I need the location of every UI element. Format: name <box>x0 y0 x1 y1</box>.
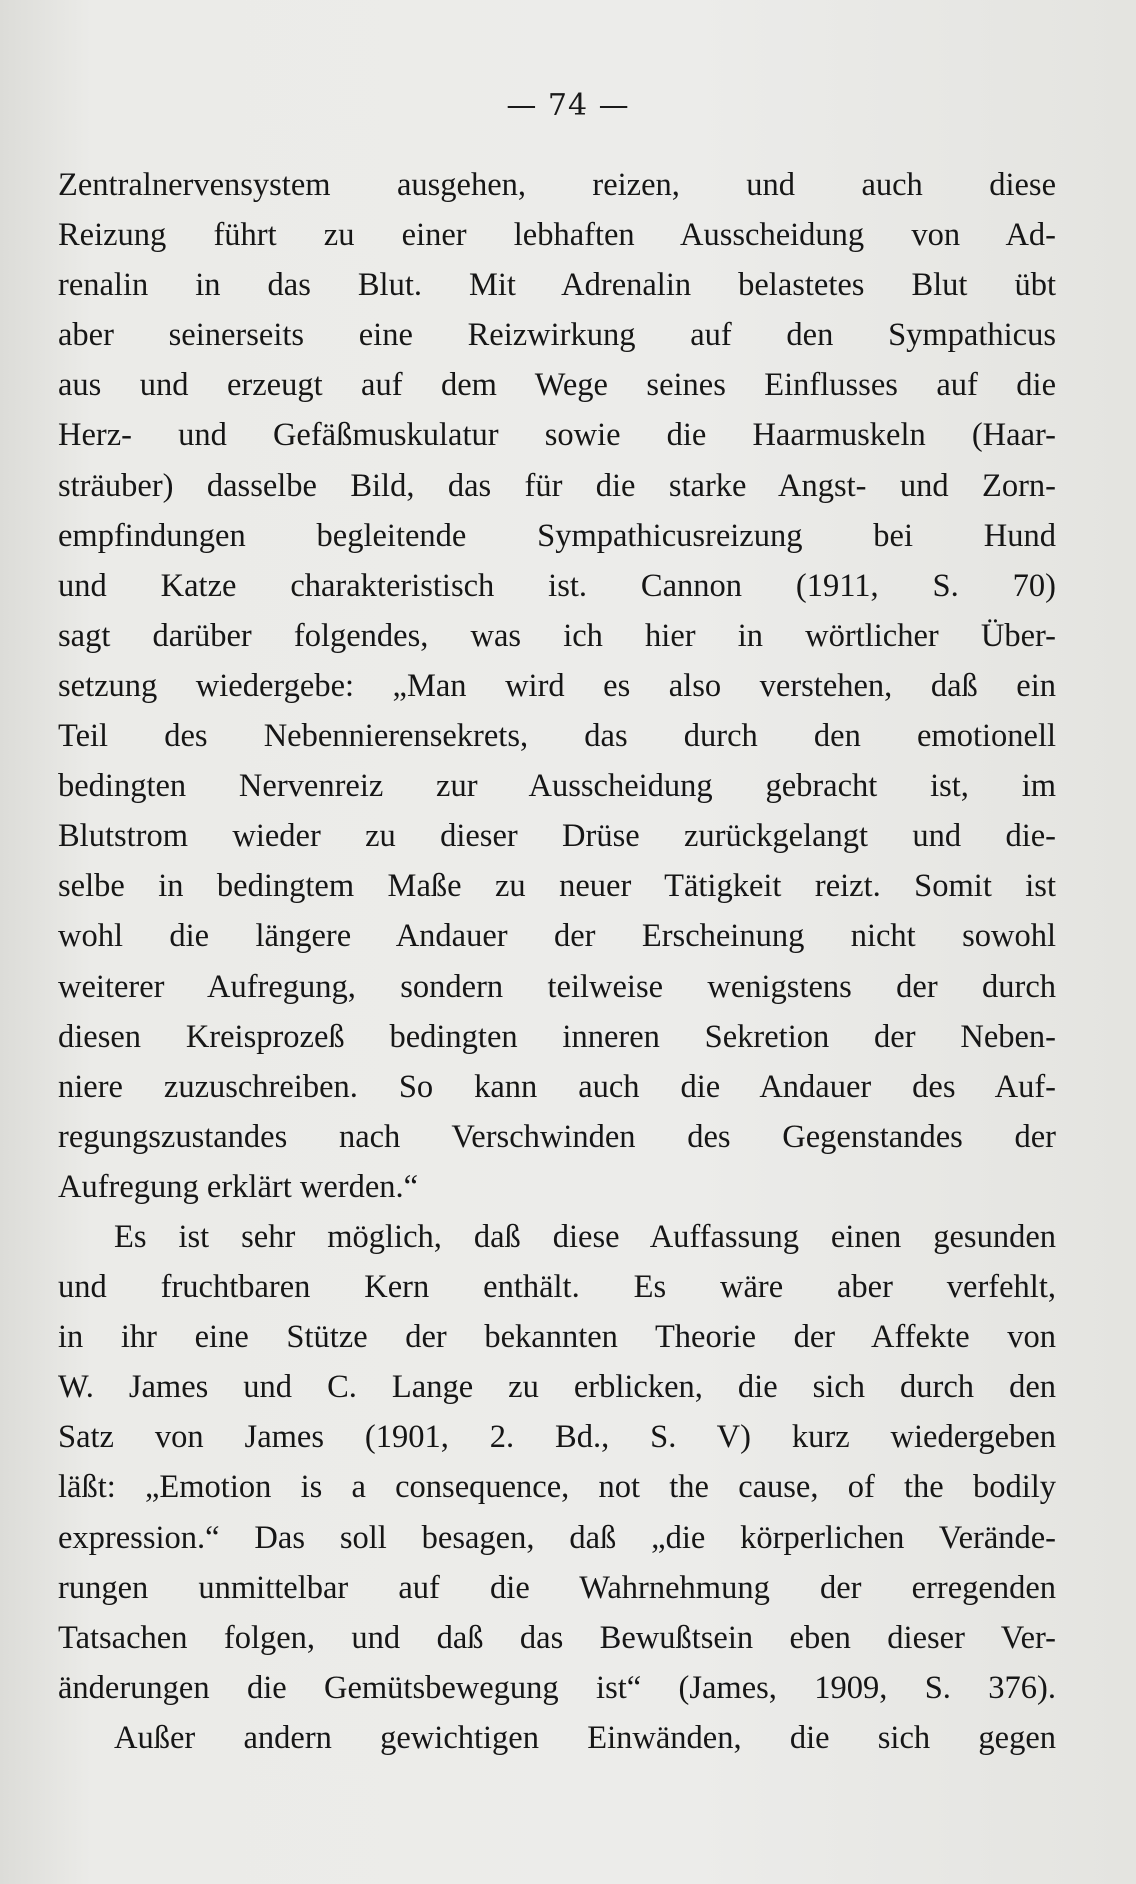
text-line: sagt darüber folgendes, was ich hier in wörtlicher Über- <box>58 617 1056 654</box>
text-line: in ihr eine Stütze der bekannten Theorie der Affekte von <box>58 1319 1056 1356</box>
text-line: niere zuzuschreiben. So kann auch die Andauer des Auf- <box>58 1068 1056 1105</box>
text-line: renalin in das Blut. Mit Adrenalin belastetes Blut übt <box>58 267 1056 304</box>
text-line: Tatsachen folgen, und daß das Bewußtsein eben dieser Ver- <box>58 1619 1056 1656</box>
page-number: — 74 — <box>506 88 630 123</box>
text-line: Es ist sehr möglich, daß diese Auffassung einen gesunden <box>114 1218 1056 1255</box>
text-line: empfindungen begleitende Sympathicusreizung bei Hund <box>58 517 1056 554</box>
text-line: regungszustandes nach Verschwinden des Gegenstandes der <box>58 1118 1056 1155</box>
text-line: setzung wiedergebe: „Man wird es also verstehen, daß ein <box>58 667 1056 704</box>
text-line: änderungen die Gemütsbewegung ist“ (James, 1909, S. 376). <box>58 1669 1056 1706</box>
text-line: und fruchtbaren Kern enthält. Es wäre aber verfehlt, <box>58 1269 1056 1306</box>
text-line: Reizung führt zu einer lebhaften Ausscheidung von Ad- <box>58 217 1056 254</box>
text-line: weiterer Aufregung, sondern teilweise wenigstens der durch <box>58 968 1056 1005</box>
text-line: Blutstrom wieder zu dieser Drüse zurückgelangt und die- <box>58 818 1056 855</box>
text-line: Teil des Nebennierensekrets, das durch den emotionell <box>58 718 1056 755</box>
text-line: aus und erzeugt auf dem Wege seines Einflusses auf die <box>58 367 1056 404</box>
text-line: aber seinerseits eine Reizwirkung auf den Sympathicus <box>58 317 1056 354</box>
body-text <box>58 160 1056 1763</box>
text-line: rungen unmittelbar auf die Wahrnehmung der erregenden <box>58 1569 1056 1606</box>
text-line: sträuber) dasselbe Bild, das für die starke Angst- und Zorn- <box>58 467 1056 504</box>
text-line: läßt: „Emotion is a consequence, not the cause, of the bodily <box>58 1469 1056 1506</box>
text-line: W. James und C. Lange zu erblicken, die sich durch den <box>58 1369 1056 1406</box>
text-line: und Katze charakteristisch ist. Cannon (1911, S. 70) <box>58 567 1056 604</box>
text-line: Außer andern gewichtigen Einwänden, die sich gegen <box>114 1719 1056 1756</box>
text-line: wohl die längere Andauer der Erscheinung nicht sowohl <box>58 918 1056 955</box>
text-line: expression.“ Das soll besagen, daß „die körperlichen Verände- <box>58 1519 1056 1556</box>
text-line: Satz von James (1901, 2. Bd., S. V) kurz wiedergeben <box>58 1419 1056 1456</box>
text-line: selbe in bedingtem Maße zu neuer Tätigkeit reizt. Somit ist <box>58 868 1056 905</box>
text-line: Herz- und Gefäßmuskulatur sowie die Haarmuskeln (Haar- <box>58 417 1056 454</box>
text-line: bedingten Nervenreiz zur Ausscheidung gebracht ist, im <box>58 768 1056 805</box>
text-line: diesen Kreisprozeß bedingten inneren Sekretion der Neben- <box>58 1018 1056 1055</box>
text-line: Zentralnervensystem ausgehen, reizen, und auch diese <box>58 167 1056 203</box>
text-line: Aufregung erklärt werden.“ <box>58 1168 419 1205</box>
